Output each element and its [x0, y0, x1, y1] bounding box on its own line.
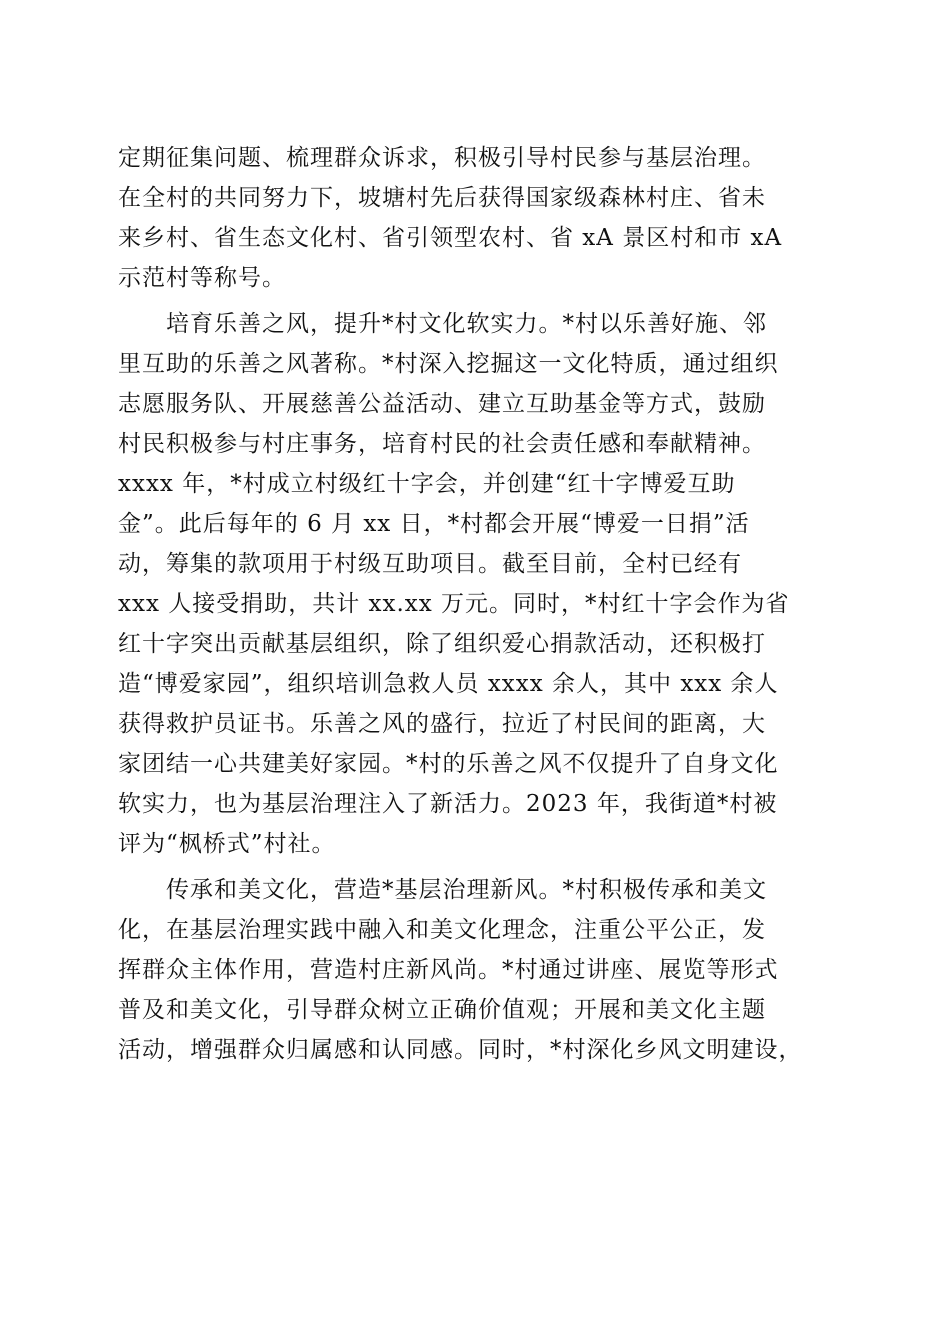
- text-line: 定期征集问题、梳理群众诉求，积极引导村民参与基层治理。: [118, 145, 766, 171]
- text-line: 普及和美文化，引导群众树立正确价值观；开展和美文化主题: [118, 997, 766, 1023]
- text-line: 化，在基层治理实践中融入和美文化理念，注重公平公正，发: [118, 917, 766, 943]
- text-line: 动，筹集的款项用于村级互助项目。截至目前，全村已经有: [118, 551, 742, 577]
- paragraph-first-line: 培育乐善之风，提升*村文化软实力。*村以乐善好施、邻: [166, 311, 767, 337]
- text-line: 造“博爱家园”，组织培训急救人员 xxxx 余人，其中 xxx 余人: [118, 671, 779, 697]
- paragraph-3: [118, 870, 838, 1070]
- document-body: [118, 138, 838, 1070]
- text-line: xxxx 年，*村成立村级红十字会，并创建“红十字博爱互助: [118, 471, 736, 497]
- text-line: 志愿服务队、开展慈善公益活动、建立互助基金等方式，鼓励: [118, 391, 766, 417]
- paragraph-2: [118, 304, 838, 864]
- text-line: 红十字突出贡献基层组织，除了组织爱心捐款活动，还积极打: [118, 631, 766, 657]
- paragraph-first-line: 传承和美文化，营造*基层治理新风。*村积极传承和美文: [166, 877, 767, 903]
- text-line: 家团结一心共建美好家园。*村的乐善之风不仅提升了自身文化: [118, 751, 779, 777]
- text-line: 在全村的共同努力下，坡塘村先后获得国家级森林村庄、省未: [118, 185, 766, 211]
- text-line: 来乡村、省生态文化村、省引领型农村、省 xA 景区村和市 xA: [118, 225, 783, 251]
- text-line: 软实力，也为基层治理注入了新活力。2023 年，我街道*村被: [118, 791, 778, 817]
- text-line: 里互助的乐善之风著称。*村深入挖掘这一文化特质，通过组织: [118, 351, 779, 377]
- text-line: 评为“枫桥式”村社。: [118, 831, 336, 857]
- text-line: xxx 人接受捐助，共计 xx.xx 万元。同时，*村红十字会作为省: [118, 591, 790, 617]
- text-line: 村民积极参与村庄事务，培育村民的社会责任感和奉献精神。: [118, 431, 766, 457]
- text-line: 金”。此后每年的 6 月 xx 日，*村都会开展“博爱一日捐”活: [118, 511, 750, 537]
- text-line: 挥群众主体作用，营造村庄新风尚。*村通过讲座、展览等形式: [118, 957, 779, 983]
- text-line: 活动，增强群众归属感和认同感。同时，*村深化乡风文明建设，: [118, 1037, 803, 1063]
- text-line: 示范村等称号。: [118, 265, 286, 291]
- paragraph-1: [118, 138, 838, 298]
- text-line: 获得救护员证书。乐善之风的盛行，拉近了村民间的距离，大: [118, 711, 766, 737]
